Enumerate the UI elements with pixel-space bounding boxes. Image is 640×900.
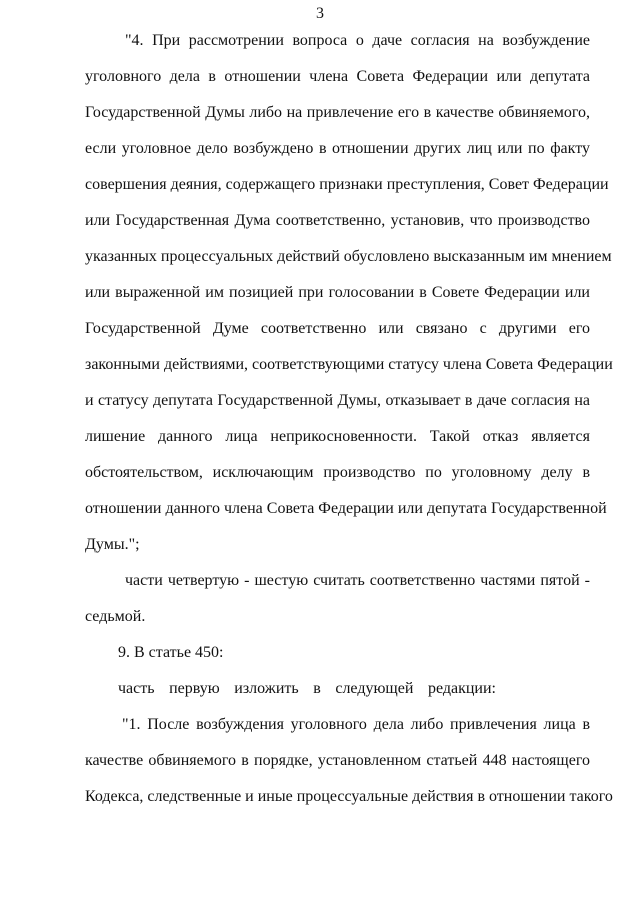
text-line: указанных процессуальных действий обусловлено высказанным им мнением — [85, 248, 612, 265]
text-line: Думы."; — [85, 536, 140, 553]
text-line: или выраженной им позицией при голосовании в Совете Федерации или — [85, 284, 590, 301]
text-line: "4. При рассмотрении вопроса о даче согласия на возбуждение — [125, 32, 590, 49]
text-line: Кодекса, следственные и иные процессуальные действия в отношении такого — [85, 788, 613, 805]
text-line: если уголовное дело возбуждено в отношении других лиц или по факту — [85, 140, 590, 157]
page-number: 3 — [316, 5, 324, 22]
text-line: Государственной Думе соответственно или связано с другими его — [85, 320, 590, 337]
text-line: части четвертую - шестую считать соответственно частями пятой - — [125, 572, 590, 589]
text-line: "1. После возбуждения уголовного дела либо привлечения лица в — [122, 716, 590, 733]
text-line: часть первую изложить в следующей редакции: — [118, 680, 496, 697]
text-line: качестве обвиняемого в порядке, установленном статьей 448 настоящего — [85, 752, 590, 769]
text-line: и статусу депутата Государственной Думы, отказывает в даче согласия на — [85, 392, 590, 409]
text-line: или Государственная Дума соответственно, установив, что производство — [85, 212, 590, 229]
text-line: седьмой. — [85, 608, 146, 625]
text-line: совершения деяния, содержащего признаки преступления, Совет Федерации — [85, 176, 609, 193]
text-line: отношении данного члена Совета Федерации или депутата Государственной — [85, 500, 607, 517]
text-line: Государственной Думы либо на привлечение его в качестве обвиняемого, — [85, 104, 590, 121]
section-heading: 9. В статье 450: — [118, 644, 224, 661]
text-line: обстоятельством, исключающим производство по уголовному делу в — [85, 464, 590, 481]
text-line: лишение данного лица неприкосновенности. Такой отказ является — [85, 428, 590, 445]
text-line: уголовного дела в отношении члена Совета Федерации или депутата — [85, 68, 590, 85]
text-line: законными действиями, соответствующими статусу члена Совета Федерации — [85, 356, 613, 373]
